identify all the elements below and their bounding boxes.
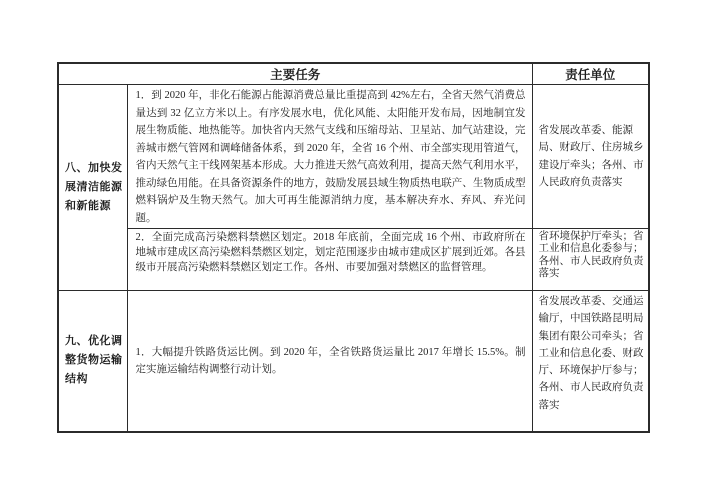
column-header-responsible-unit: 责任单位: [532, 63, 649, 85]
table-row: [58, 85, 649, 229]
task-cell-clean-energy-2: 2．全面完成高污染燃料禁燃区划定。2018 年底前，全面完成 16 个州、市政府所在地城市建成区高污染燃料禁燃区划定，划定范围逐步由城市建成区扩展到近郊。各县级市开展高污染燃料禁燃区划定工作。各州、市要加强对禁燃区的监督管理。: [127, 229, 532, 291]
table-row: [58, 291, 649, 432]
table-row: [58, 229, 649, 291]
category-cell-clean-energy: 八、加快发展清洁能源和新能源: [58, 85, 127, 291]
unit-cell-clean-energy-2: 省环境保护厅牵头；省工业和信息化委参与；各州、市人民政府负责落实: [532, 229, 649, 291]
unit-cell-freight-1: 省发展改革委、交通运输厅，中国铁路昆明局集团有限公司牵头；省工业和信息化委、财政厅、环境保护厅参与；各州、市人民政府负责落实: [532, 291, 649, 432]
task-cell-freight-1: 1．大幅提升铁路货运比例。到 2020 年，全省铁路货运量比 2017 年增长 15.5%。制定实施运输结构调整行动计划。: [127, 291, 532, 432]
unit-cell-clean-energy-1: 省发展改革委、能源局、财政厅、住房城乡建设厅牵头；各州、市人民政府负责落实: [532, 85, 649, 229]
category-cell-freight-structure: 九、优化调整货物运输结构: [58, 291, 127, 432]
column-header-main-tasks: 主要任务: [58, 63, 532, 85]
task-cell-clean-energy-1: 1．到 2020 年，非化石能源占能源消费总量比重提高到 42%左右，全省天然气消费总量达到 32 亿立方米以上。有序发展水电，优化风能、太阳能开发布局，因地制宜发展生物质能、地热能等。加快省内天然气支线和压缩母站、卫星站、加气站建设，完善城市燃气管网和调峰储备体系，到 2020 年，全省 16 个州、市全部实现用管道气，省内天然气主干线网架基本形成。大力推进天然气高效利用，提高天然气利用水平，推动绿色用能。在具备资源条件的地方，鼓励发展县域生物质热电联产、生物质成型燃料锅炉及生物天然气。加大可再生能源消纳力度，基本解决弃水、弃风、弃光问题。: [127, 85, 532, 229]
table-header-row: [58, 63, 649, 85]
task-responsibility-table: [57, 62, 650, 433]
